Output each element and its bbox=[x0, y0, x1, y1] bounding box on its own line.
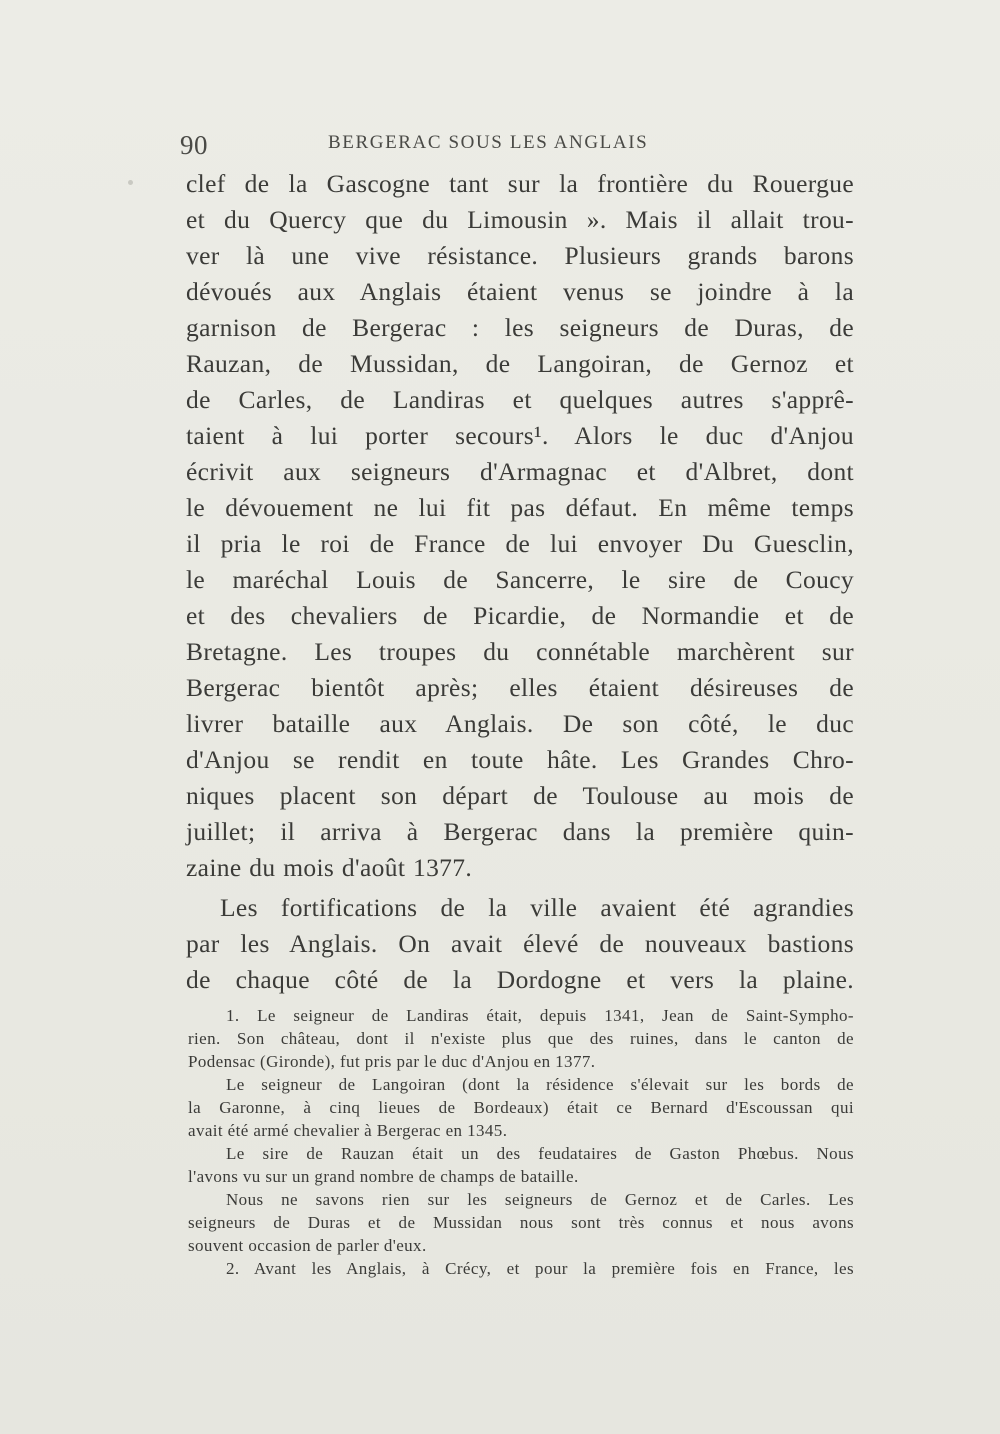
text-line: écrivit aux seigneurs d'Armagnac et d'Albret, dont bbox=[186, 457, 854, 486]
text-line: juillet; il arriva à Bergerac dans la première quin- bbox=[186, 817, 854, 846]
text-line: Bergerac bientôt après; elles étaient désireuses de bbox=[186, 673, 854, 702]
footnote-line: souvent occasion de parler d'eux. bbox=[188, 1236, 427, 1255]
text-line: il pria le roi de France de lui envoyer Du Guesclin, bbox=[186, 529, 854, 558]
page-number: 90 bbox=[180, 130, 208, 160]
text-line: Rauzan, de Mussidan, de Langoiran, de Gernoz et bbox=[186, 349, 854, 378]
text-line: par les Anglais. On avait élevé de nouveaux bastions bbox=[186, 929, 854, 958]
running-head: BERGERAC SOUS LES ANGLAIS bbox=[328, 132, 649, 153]
footnote-line: avait été armé chevalier à Bergerac en 1345. bbox=[188, 1121, 508, 1140]
text-line: Bretagne. Les troupes du connétable marchèrent sur bbox=[186, 637, 854, 666]
paragraph-2 bbox=[186, 890, 854, 998]
footnote-line: seigneurs de Duras et de Mussidan nous sont très connus et nous avons bbox=[188, 1213, 854, 1232]
footnote-line: l'avons vu sur un grand nombre de champs de bataille. bbox=[188, 1167, 579, 1186]
text-line: taient à lui porter secours¹. Alors le duc d'Anjou bbox=[186, 421, 854, 450]
footnote-line: Le sire de Rauzan était un des feudataires de Gaston Phœbus. Nous bbox=[226, 1144, 854, 1163]
footnote-line: rien. Son château, dont il n'existe plus que des ruines, dans le canton de bbox=[188, 1029, 854, 1048]
text-line: garnison de Bergerac : les seigneurs de Duras, de bbox=[186, 313, 854, 342]
page-header bbox=[180, 126, 860, 166]
text-line: zaine du mois d'août 1377. bbox=[186, 853, 473, 882]
text-line: de Carles, de Landiras et quelques autres s'apprê- bbox=[186, 385, 854, 414]
footnote-line: Podensac (Gironde), fut pris par le duc d'Anjou en 1377. bbox=[188, 1052, 596, 1071]
text-line: livrer bataille aux Anglais. De son côté, le duc bbox=[186, 709, 854, 738]
main-text bbox=[186, 166, 854, 998]
margin-speck bbox=[128, 180, 133, 185]
text-line: ver là une vive résistance. Plusieurs grands barons bbox=[186, 241, 854, 270]
text-line: le maréchal Louis de Sancerre, le sire de Coucy bbox=[186, 565, 854, 594]
text-line: Les fortifications de la ville avaient été agrandies bbox=[220, 893, 854, 922]
footnote-line: Le seigneur de Langoiran (dont la résidence s'élevait sur les bords de bbox=[226, 1075, 854, 1094]
text-line: d'Anjou se rendit en toute hâte. Les Grandes Chro- bbox=[186, 745, 854, 774]
text-line: clef de la Gascogne tant sur la frontière du Rouergue bbox=[186, 169, 854, 198]
footnotes bbox=[188, 1004, 854, 1280]
text-line: niques placent son départ de Toulouse au mois de bbox=[186, 781, 854, 810]
footnote-line: Nous ne savons rien sur les seigneurs de Gernoz et de Carles. Les bbox=[226, 1190, 854, 1209]
footnote-line: la Garonne, à cinq lieues de Bordeaux) était ce Bernard d'Escoussan qui bbox=[188, 1098, 854, 1117]
footnote-line: 2. Avant les Anglais, à Crécy, et pour la première fois en France, les bbox=[226, 1259, 854, 1278]
footnote-line: 1. Le seigneur de Landiras était, depuis 1341, Jean de Saint-Sympho- bbox=[226, 1006, 854, 1025]
text-line: et du Quercy que du Limousin ». Mais il allait trou- bbox=[186, 205, 854, 234]
text-line: le dévouement ne lui fit pas défaut. En même temps bbox=[186, 493, 854, 522]
text-line: de chaque côté de la Dordogne et vers la plaine. bbox=[186, 965, 854, 994]
text-line: dévoués aux Anglais étaient venus se joindre à la bbox=[186, 277, 854, 306]
text-line: et des chevaliers de Picardie, de Normandie et de bbox=[186, 601, 854, 630]
